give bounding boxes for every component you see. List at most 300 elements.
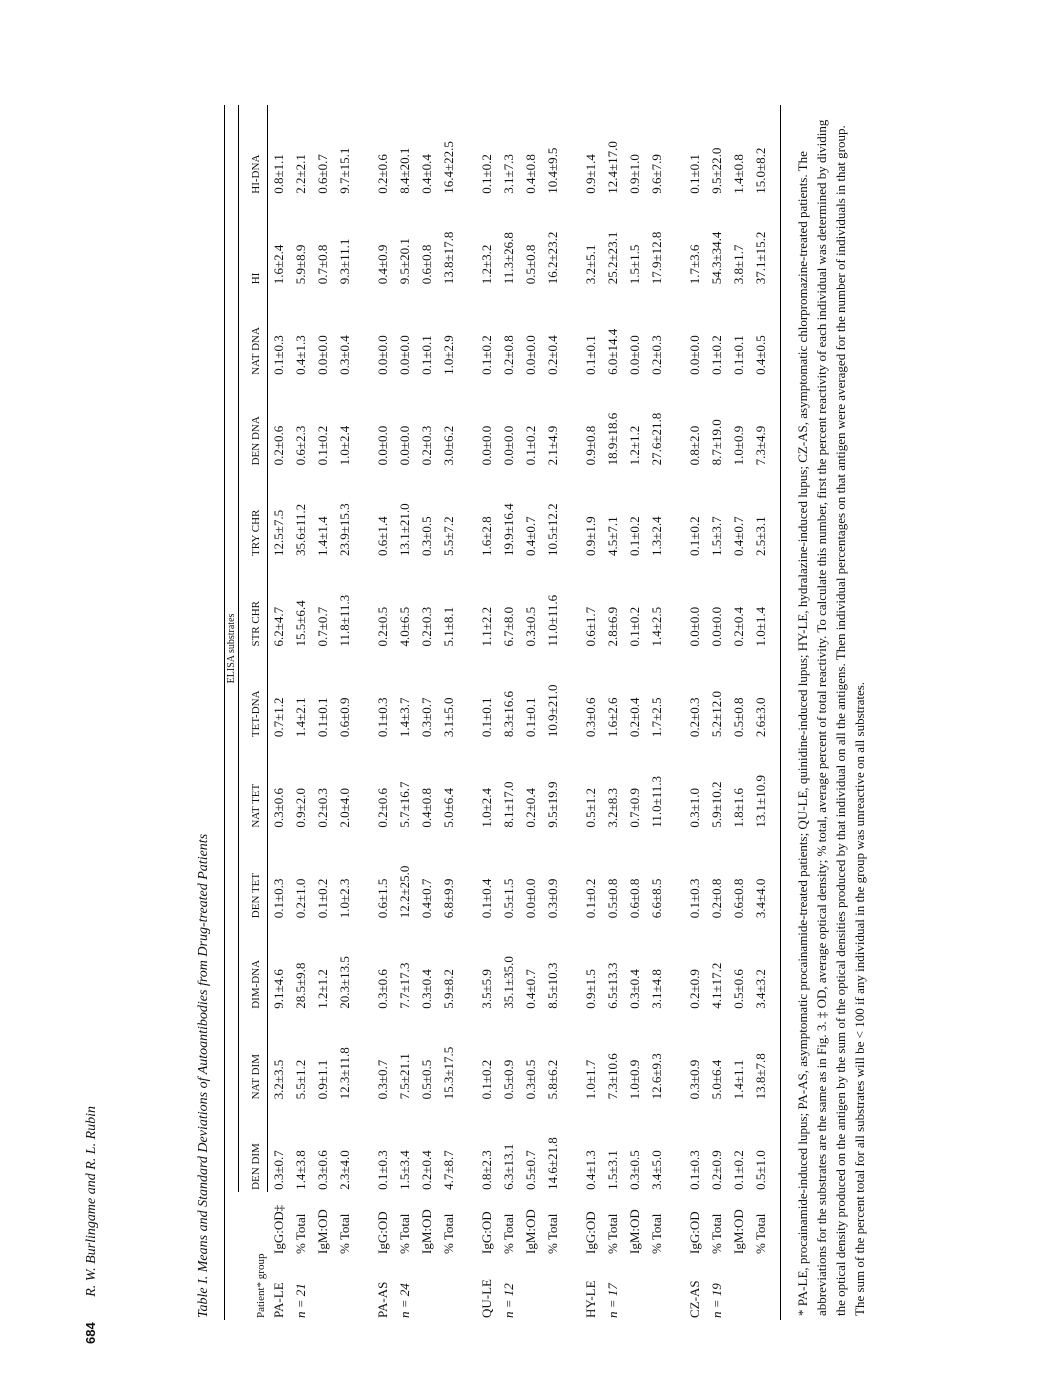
page-header (83, 744, 100, 1344)
table-cell: 16.2±23.2 (545, 231, 560, 285)
group-name: CZ-AS (687, 1280, 702, 1318)
table-cell: 0.3±0.5 (627, 1150, 642, 1190)
table-cell: 9.5±22.0 (709, 147, 724, 194)
table-caption: Table I. Means and Standard Deviations of Autoantibodies from Drug-treated Patients (196, 833, 211, 1318)
table-cell: 1.0±1.4 (750, 558, 781, 649)
table-cell: 23.9±15.3 (337, 503, 352, 556)
table-cell: 16.4±22.5 (441, 141, 456, 194)
group-size: n = 24 (397, 1283, 412, 1318)
table-cell: 6.2±4.7 (271, 606, 286, 647)
column-header: NAT TET (244, 739, 268, 830)
row-label: % Total (709, 1213, 724, 1254)
table-cell: 0.2±0.6 (375, 788, 390, 828)
patient-group-header: Patient* group (225, 1256, 268, 1320)
table-cell: 0.6±0.7 (315, 154, 330, 194)
table-cell: 1.6±2.6 (605, 697, 620, 738)
table-cell: 3.1±5.0 (441, 697, 456, 738)
group-size: n = 21 (293, 1283, 308, 1318)
table-cell: 0.5±0.5 (419, 1059, 434, 1100)
table-row (684, 105, 706, 1320)
table-cell: 13.1±10.9 (750, 739, 781, 830)
table-cell: 19.9±16.4 (501, 503, 516, 556)
table-row (334, 105, 356, 1320)
table-cell: 1.0±0.9 (731, 425, 746, 466)
table-cell: 1.4±0.8 (731, 154, 746, 194)
table-cell: 0.4±1.3 (293, 335, 308, 375)
table-cell: 3.2±3.5 (271, 1059, 286, 1100)
table-cell: 1.5±3.1 (605, 1150, 620, 1190)
substrates-header: ELISA substrates (225, 105, 239, 1192)
table-cell: 0.9±1.9 (583, 516, 598, 556)
table-cell: 5.7±16.7 (397, 781, 412, 828)
table-cell: 0.1±0.1 (731, 335, 746, 375)
table-cell: 0.5±0.8 (605, 878, 620, 919)
row-label: IgG:OD (375, 1211, 390, 1254)
table-cell: 6.0±14.4 (605, 328, 620, 375)
table-cell: 0.4±0.8 (523, 154, 538, 194)
table-cell: 0.3±1.0 (687, 788, 702, 828)
table-cell: 1.5±3.7 (709, 516, 724, 556)
table-cell: 0.1±0.1 (479, 697, 494, 738)
table-cell: 0.6±0.8 (731, 878, 746, 919)
table-cell: 5.5±1.2 (293, 1059, 308, 1100)
row-label: % Total (605, 1213, 620, 1254)
column-header: HI (244, 196, 268, 287)
table-cell: 0.3±0.7 (271, 1150, 286, 1190)
row-label: % Total (441, 1213, 456, 1254)
column-header: NAT DIM (244, 1011, 268, 1102)
table-cell: 0.4±0.7 (523, 516, 538, 556)
table-cell: 1.0±1.7 (583, 1059, 598, 1100)
column-header: HI-DNA (244, 105, 268, 196)
table-cell: 0.2±0.8 (709, 878, 724, 919)
table-cell: 0.0±0.0 (479, 425, 494, 466)
row-label: IgM:OD (315, 1209, 330, 1254)
table-cell: 0.2±0.4 (523, 788, 538, 828)
table-cell: 0.4±0.7 (731, 516, 746, 556)
table-cell: 3.0±6.2 (441, 425, 456, 466)
table-cell: 15.5±6.4 (293, 600, 308, 647)
table-cell: 0.2±0.4 (731, 606, 746, 647)
table-cell: 6.8±9.9 (441, 878, 456, 919)
table-cell: 12.5±7.5 (271, 509, 286, 556)
table-cell: 2.1±4.9 (545, 425, 560, 466)
row-label: % Total (337, 1213, 352, 1254)
table-cell: 12.4±17.0 (605, 141, 620, 194)
table-cell: 1.0±2.4 (479, 788, 494, 828)
table-cell: 0.2±0.3 (649, 335, 664, 375)
table-cell: 0.9±1.1 (315, 1059, 330, 1100)
table-cell: 0.3±0.7 (375, 1059, 390, 1100)
column-header: DIM-DNA (244, 920, 268, 1011)
table-cell: 0.4±0.5 (750, 286, 781, 377)
row-label: IgG:OD (687, 1211, 702, 1254)
table-cell: 35.1±35.0 (501, 956, 516, 1009)
table-cell: 1.5±1.5 (627, 244, 642, 285)
table-cell: 0.1±0.2 (315, 425, 330, 466)
table-cell: 0.0±0.0 (397, 335, 412, 375)
table-cell: 14.6±21.8 (545, 1137, 560, 1190)
table-row (394, 105, 416, 1320)
group-size: n = 19 (709, 1283, 724, 1318)
table-cell: 0.7±0.8 (315, 244, 330, 285)
row-label: IgM:OD (731, 1209, 746, 1254)
table-cell: 0.1±0.2 (731, 1150, 746, 1190)
table-cell: 0.6±1.5 (375, 878, 390, 919)
table-cell: 8.7±19.0 (709, 419, 724, 466)
table-cell: 0.1±0.4 (479, 878, 494, 919)
column-header: TRY CHR (244, 467, 268, 558)
group-spacer (460, 105, 476, 1320)
table-row (498, 105, 520, 1320)
table-cell: 3.1±4.8 (649, 969, 664, 1009)
table-cell: 2.8±6.9 (605, 606, 620, 647)
table-cell: 4.0±6.5 (397, 606, 412, 647)
table-cell: 0.1±0.2 (709, 335, 724, 375)
column-header: NAT DNA (244, 286, 268, 377)
table-row (728, 105, 750, 1320)
table-cell: 37.1±15.2 (750, 196, 781, 287)
table-cell: 2.3±4.0 (337, 1150, 352, 1190)
table-cell: 1.4±3.8 (293, 1150, 308, 1190)
table-cell: 0.2±0.5 (375, 606, 390, 647)
group-size: n = 12 (501, 1283, 516, 1318)
table-cell: 0.8±1.1 (271, 154, 286, 194)
table-cell: 0.6±1.7 (583, 606, 598, 647)
table-cell: 9.7±15.1 (337, 147, 352, 194)
table-cell: 0.2±0.6 (375, 154, 390, 194)
table-cell: 28.5±9.8 (293, 962, 308, 1009)
table-cell: 15.0±8.2 (750, 105, 781, 196)
row-label: % Total (649, 1213, 664, 1254)
table-cell: 0.3±0.6 (271, 788, 286, 828)
table-cell: 10.4±9.5 (545, 147, 560, 194)
table-cell: 13.8±7.8 (750, 1011, 781, 1102)
table-row (416, 105, 438, 1320)
column-header: DEN DNA (244, 377, 268, 468)
table-cell: 0.0±0.0 (687, 606, 702, 647)
column-header-row (244, 105, 268, 1320)
row-label: IgG:OD (583, 1211, 598, 1254)
table-cell: 1.7±2.5 (649, 697, 664, 738)
table-cell: 15.3±17.5 (441, 1046, 456, 1100)
rotated-table-container (196, 105, 867, 1320)
table-cell: 13.8±17.8 (441, 231, 456, 285)
table-cell: 0.0±0.0 (375, 425, 390, 466)
table-row (268, 105, 291, 1320)
table-cell: 1.0±2.4 (337, 425, 352, 466)
table-cell: 0.3±0.4 (627, 969, 642, 1009)
table-cell: 0.0±0.0 (709, 606, 724, 647)
table-cell: 0.1±0.3 (687, 1150, 702, 1190)
table-row (476, 105, 498, 1320)
table-cell: 0.6±0.8 (419, 244, 434, 285)
table-cell: 8.1±17.0 (501, 781, 516, 828)
table-cell: 0.3±0.9 (687, 1059, 702, 1100)
table-cell: 5.9±8.2 (441, 969, 456, 1009)
table-cell: 0.3±0.4 (337, 335, 352, 375)
table-cell: 6.3±13.1 (501, 1143, 516, 1190)
table-cell: 5.9±10.2 (709, 781, 724, 828)
table-cell: 3.8±1.7 (731, 244, 746, 285)
table-cell: 5.9±8.9 (293, 244, 308, 285)
table-cell: 5.5±7.2 (441, 516, 456, 556)
table-cell: 7.5±21.1 (397, 1053, 412, 1100)
table-cell: 3.2±8.3 (605, 788, 620, 828)
table-cell: 1.1±2.2 (479, 606, 494, 647)
table-cell: 0.2±0.6 (271, 425, 286, 466)
table-cell: 2.5±3.1 (750, 467, 781, 558)
table-cell: 0.2±0.3 (419, 425, 434, 466)
table-cell: 1.4±2.5 (649, 606, 664, 647)
table-cell: 0.5±1.0 (750, 1101, 781, 1192)
table-footnote: * PA-LE, procainamide-induced lupus; PA-AS, asymptomatic procainamide-treated patients; QU-LE, quinidine-induced lupus; HY-LE, hydralazine-induced lupus; CZ-AS, asymptomatic chlorpromazine-treated patients. The abbreviations for the substrates are the same as in Fig. 3. ‡ OD, average optical density; % total, average percent of total reactivity. To calculate this number, first the percent reactivity of each individual was determined by dividing the optical density produced on the antigen by the sum of the optical densities produced by that individual on all the antigens. Then individual percentages on that antigen were averaged for the number of individuals in that group. The sum of the percent total for all substrates will be < 100 if any individual in the group was unreactive on all substrates. (795, 119, 867, 1316)
table-cell: 5.8±6.2 (545, 1059, 560, 1100)
table-cell: 3.5±5.9 (479, 969, 494, 1009)
table-cell: 0.1±0.1 (523, 697, 538, 738)
table-cell: 0.9±1.0 (627, 154, 642, 194)
table-cell: 0.1±0.3 (375, 697, 390, 738)
table-cell: 7.3±4.9 (750, 377, 781, 468)
table-cell: 3.4±3.2 (750, 920, 781, 1011)
table-cell: 0.9±1.4 (583, 154, 598, 194)
table-cell: 5.2±12.0 (709, 690, 724, 738)
table-cell: 4.7±8.7 (441, 1150, 456, 1190)
group-name: QU-LE (479, 1279, 494, 1318)
table-cell: 11.0±11.3 (649, 775, 664, 828)
table-cell: 9.6±7.9 (649, 154, 664, 194)
table-cell: 12.3±11.8 (337, 1047, 352, 1100)
table-cell: 35.6±11.2 (293, 503, 308, 556)
table-cell: 0.3±0.9 (545, 878, 560, 919)
table-row (750, 105, 781, 1320)
table-cell: 0.0±0.0 (501, 425, 516, 466)
table-cell: 1.0±2.9 (441, 335, 456, 375)
row-label: IgG:OD (479, 1211, 494, 1254)
table-cell: 5.1±8.1 (441, 606, 456, 647)
table-cell: 20.3±13.5 (337, 956, 352, 1009)
table-cell: 0.0±0.0 (523, 335, 538, 375)
column-header: TET-DNA (244, 649, 268, 740)
table-cell: 0.1±0.2 (479, 154, 494, 194)
table-cell: 0.6±0.8 (627, 878, 642, 919)
table-cell: 0.3±0.6 (315, 1150, 330, 1190)
table-cell: 0.0±0.0 (315, 335, 330, 375)
row-label: IgM:OD (627, 1209, 642, 1254)
table-cell: 0.2±0.3 (315, 788, 330, 828)
table-cell: 0.2±0.3 (419, 606, 434, 647)
table-cell: 1.4±3.7 (397, 697, 412, 738)
group-name: PA-AS (375, 1281, 390, 1318)
table-cell: 1.0±0.9 (627, 1059, 642, 1100)
row-label: IgM:OD (419, 1209, 434, 1254)
table-row (290, 105, 312, 1320)
group-spacer (356, 105, 372, 1320)
table-cell: 0.5±0.8 (731, 697, 746, 738)
table-cell: 0.3±0.5 (523, 606, 538, 647)
table-cell: 1.0±2.3 (337, 878, 352, 919)
table-cell: 10.9±21.0 (545, 684, 560, 738)
row-label: % Total (750, 1192, 781, 1256)
table-cell: 0.9±0.8 (583, 425, 598, 466)
table-cell: 0.5±0.7 (523, 1150, 538, 1190)
table-cell: 0.2±0.3 (687, 697, 702, 738)
table-cell: 0.2±0.9 (687, 969, 702, 1009)
group-size: n = 17 (605, 1283, 620, 1318)
group-name: HY-LE (583, 1280, 598, 1318)
table-cell: 0.0±0.0 (627, 335, 642, 375)
table-cell: 0.1±0.2 (479, 1059, 494, 1100)
table-cell: 1.6±2.4 (271, 244, 286, 285)
table-cell: 0.6±1.4 (375, 516, 390, 556)
table-cell: 0.4±0.4 (419, 154, 434, 194)
table-cell: 0.1±0.3 (271, 878, 286, 919)
table-cell: 0.1±0.1 (315, 697, 330, 738)
table-cell: 0.2±0.9 (709, 1150, 724, 1190)
table-cell: 0.1±0.2 (627, 516, 642, 556)
table-cell: 7.3±10.6 (605, 1053, 620, 1100)
page-number: 684 (83, 1322, 98, 1344)
table-cell: 1.8±1.6 (731, 788, 746, 828)
table-row (706, 105, 728, 1320)
table-cell: 6.5±13.3 (605, 962, 620, 1009)
table-cell: 3.4±5.0 (649, 1150, 664, 1190)
table-cell: 0.5±0.6 (731, 969, 746, 1009)
table-cell: 5.0±6.4 (441, 788, 456, 828)
table-cell: 17.9±12.8 (649, 231, 664, 285)
table-cell: 6.6±8.5 (649, 878, 664, 919)
table-row (542, 105, 564, 1320)
table-cell: 1.4±2.1 (293, 697, 308, 738)
table-cell: 0.0±0.0 (523, 878, 538, 919)
table-cell: 0.8±2.3 (479, 1150, 494, 1190)
table-cell: 0.7±0.7 (315, 606, 330, 647)
row-label: % Total (293, 1213, 308, 1254)
table-cell: 2.6±3.0 (750, 649, 781, 740)
table-cell: 0.7±1.2 (271, 697, 286, 738)
table-cell: 0.6±0.9 (337, 697, 352, 738)
table-cell: 1.6±2.8 (479, 516, 494, 556)
table-cell: 0.4±0.7 (523, 969, 538, 1009)
table-cell: 1.4±1.1 (731, 1059, 746, 1100)
row-label: % Total (397, 1213, 412, 1254)
table-cell: 0.1±0.2 (627, 606, 642, 647)
table-row (580, 105, 602, 1320)
table-cell: 0.1±0.3 (271, 335, 286, 375)
table-cell: 3.1±7.3 (501, 154, 516, 194)
table-cell: 0.1±0.2 (523, 425, 538, 466)
table-cell: 0.3±0.4 (419, 969, 434, 1009)
table-cell: 0.2±0.4 (419, 1150, 434, 1190)
table-cell: 0.7±0.9 (627, 788, 642, 828)
table-cell: 10.5±12.2 (545, 503, 560, 556)
table-cell: 0.0±0.0 (375, 335, 390, 375)
table-cell: 0.2±0.4 (545, 335, 560, 375)
table-cell: 7.7±17.3 (397, 962, 412, 1009)
table-row (372, 105, 394, 1320)
table-row (312, 105, 334, 1320)
table-cell: 0.0±0.0 (687, 335, 702, 375)
table-cell: 2.2±2.1 (293, 154, 308, 194)
table-cell: 0.3±0.6 (375, 969, 390, 1009)
table-cell: 0.1±0.2 (315, 878, 330, 919)
table-cell: 0.9±1.5 (583, 969, 598, 1009)
running-authors: R. W. Burlingame and R. L. Rubin (84, 1105, 99, 1297)
table-cell: 0.4±0.8 (419, 788, 434, 828)
table-cell: 0.3±0.5 (419, 516, 434, 556)
table-cell: 8.4±20.1 (397, 147, 412, 194)
table-cell: 0.1±0.1 (583, 335, 598, 375)
column-header: DEN TET (244, 830, 268, 921)
table-cell: 1.2±1.2 (315, 969, 330, 1009)
table-cell: 13.1±21.0 (397, 503, 412, 556)
table-cell: 8.3±16.6 (501, 690, 516, 738)
table-cell: 0.5±1.2 (583, 788, 598, 828)
table-cell: 11.0±11.6 (545, 594, 560, 647)
table-row (438, 105, 460, 1320)
column-header: DEN DIM (244, 1101, 268, 1192)
table-row (520, 105, 542, 1320)
table-cell: 0.1±0.1 (687, 154, 702, 194)
table-cell: 0.4±0.7 (419, 878, 434, 919)
table-cell: 0.8±2.0 (687, 425, 702, 466)
table-cell: 0.3±0.6 (583, 697, 598, 738)
table-cell: 12.6±9.3 (649, 1053, 664, 1100)
table-cell: 0.6±2.3 (293, 425, 308, 466)
table-cell: 0.1±0.2 (583, 878, 598, 919)
table-cell: 9.3±11.1 (337, 238, 352, 285)
table-cell: 6.7±8.0 (501, 606, 516, 647)
table-cell: 11.8±11.3 (337, 594, 352, 647)
table-row (624, 105, 646, 1320)
table-cell: 0.2±1.0 (293, 878, 308, 919)
table-cell: 3.4±4.0 (750, 830, 781, 921)
table-cell: 12.2±25.0 (397, 865, 412, 919)
row-label: % Total (545, 1213, 560, 1254)
table-cell: 54.3±34.4 (709, 231, 724, 285)
table-cell: 9.1±4.6 (271, 969, 286, 1009)
column-header: STR CHR (244, 558, 268, 649)
table-cell: 11.3±26.8 (501, 232, 516, 285)
table-cell: 0.5±0.8 (523, 244, 538, 285)
row-label: IgM:OD (523, 1209, 538, 1254)
table-cell: 4.5±7.1 (605, 516, 620, 556)
group-spacer (564, 105, 580, 1320)
table-cell: 0.1±0.1 (419, 335, 434, 375)
row-label: % Total (501, 1213, 516, 1254)
table-cell: 0.1±0.2 (479, 335, 494, 375)
table-cell: 9.5±20.1 (397, 238, 412, 285)
table-cell: 1.2±1.2 (627, 425, 642, 466)
table-cell: 0.3±0.5 (523, 1059, 538, 1100)
table-row (602, 105, 624, 1320)
group-spacer (668, 105, 684, 1320)
table-cell: 8.5±10.3 (545, 962, 560, 1009)
table-body (268, 105, 781, 1320)
table-cell: 18.9±18.6 (605, 412, 620, 466)
table-cell: 0.1±0.3 (687, 878, 702, 919)
table-cell: 0.5±1.5 (501, 878, 516, 919)
table-cell: 5.0±6.4 (709, 1059, 724, 1100)
row-label: IgG:OD‡ (270, 1204, 286, 1254)
table-cell: 0.4±0.9 (375, 244, 390, 285)
table-cell: 0.4±1.3 (583, 1150, 598, 1190)
group-name: PA-LE (270, 1282, 286, 1318)
table-cell: 1.7±3.6 (687, 244, 702, 285)
table-cell: 1.5±3.4 (397, 1150, 412, 1190)
table-cell: 3.2±5.1 (583, 244, 598, 285)
table-cell: 1.3±2.4 (649, 516, 664, 556)
